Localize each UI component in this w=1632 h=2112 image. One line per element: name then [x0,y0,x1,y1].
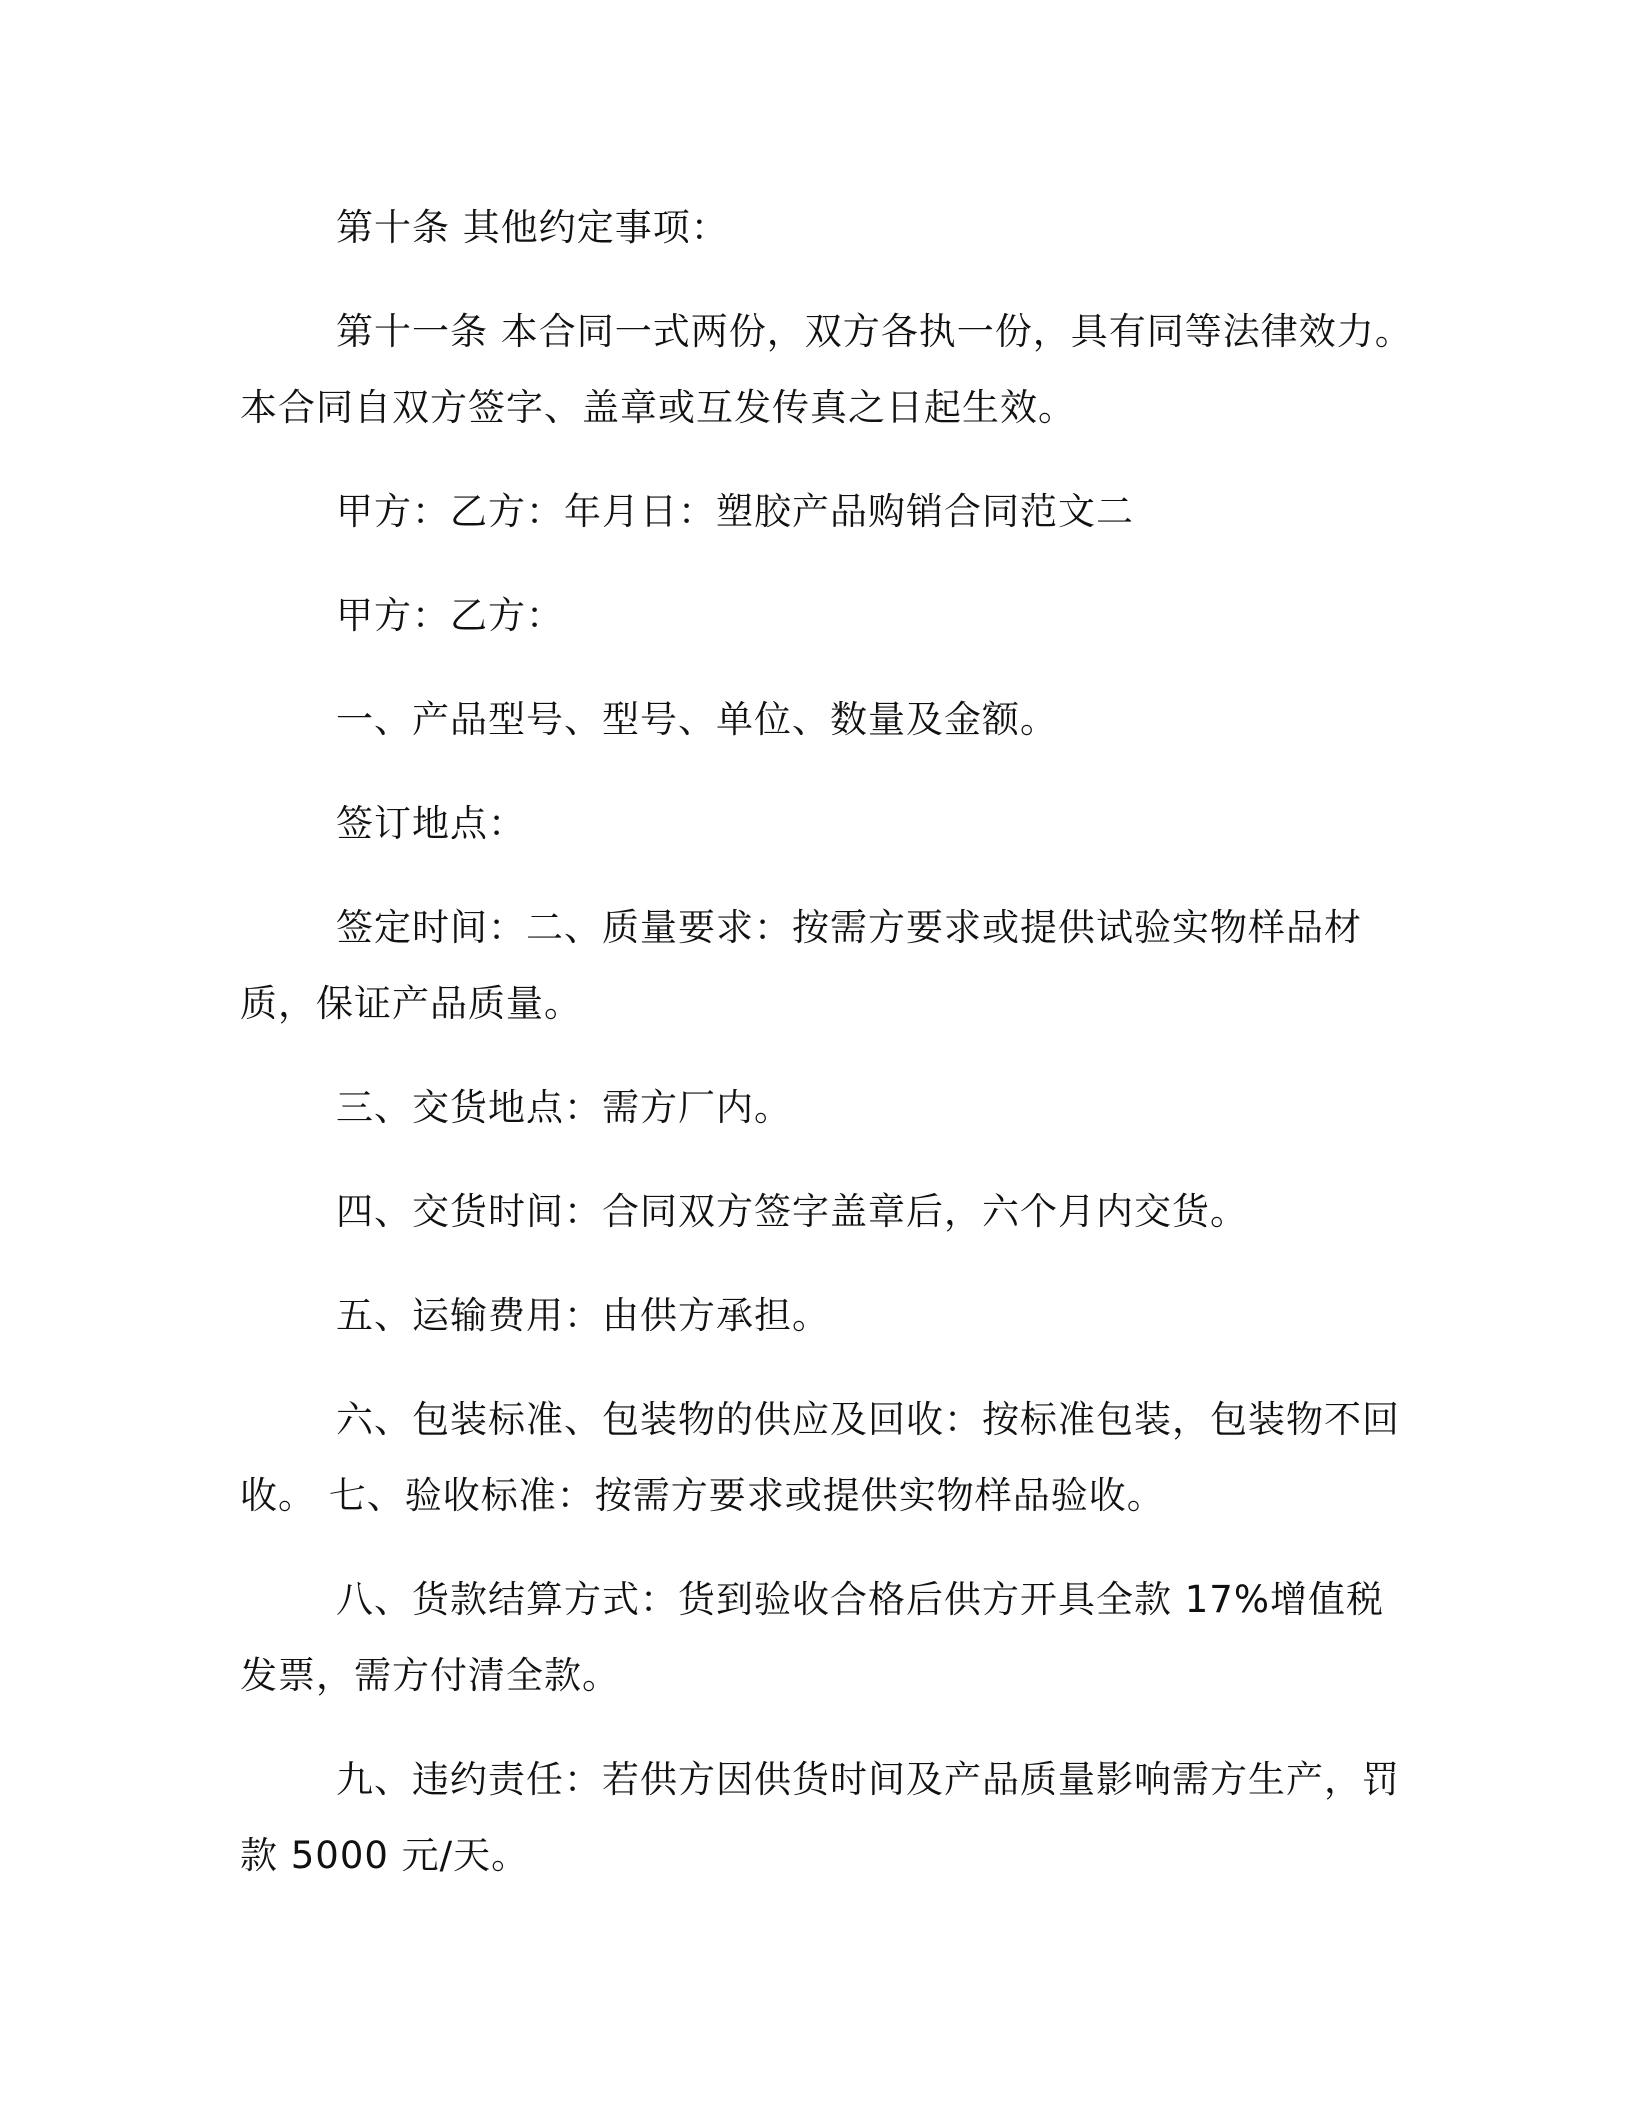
clause-5-transport-cost: 五、运输费用：由供方承担。 [336,1294,830,1337]
clause-8-payment: 八、货款结算方式：货到验收合格后供方开具全款 17%增值税发票，需方付清全款。 [240,1578,1384,1697]
clause-9-breach: 九、违约责任：若供方因供货时间及产品质量影响需方生产，罚款 5000 元/天。 [240,1758,1400,1877]
clause-6-7-packaging-acceptance: 六、包装标准、包装物的供应及回收：按标准包装，包装物不回收。 七、验收标准：按需方要求或提供实物样品验收。 [240,1398,1400,1517]
clause-1-product-info: 一、产品型号、型号、单位、数量及金额。 [336,698,1058,741]
signing-place: 签订地点： [336,802,526,845]
article-11-copies-effect: 第十一条 本合同一式两份，双方各执一份，具有同等法律效力。本合同自双方签字、盖章或互发传真之日起生效。 [240,310,1413,429]
document-body [240,190,1420,1922]
clause-3-delivery-place: 三、交货地点：需方厂内。 [336,1086,792,1129]
parties-line: 甲方：乙方： [336,594,564,637]
clause-2-quality: 签定时间：二、质量要求：按需方要求或提供试验实物样品材质，保证产品质量。 [240,906,1362,1025]
signature-line-and-sample-title: 甲方：乙方：年月日：塑胶产品购销合同范文二 [336,490,1134,533]
article-10-other-terms: 第十条 其他约定事项： [336,206,729,249]
clause-4-delivery-time: 四、交货时间：合同双方签字盖章后，六个月内交货。 [336,1190,1248,1233]
